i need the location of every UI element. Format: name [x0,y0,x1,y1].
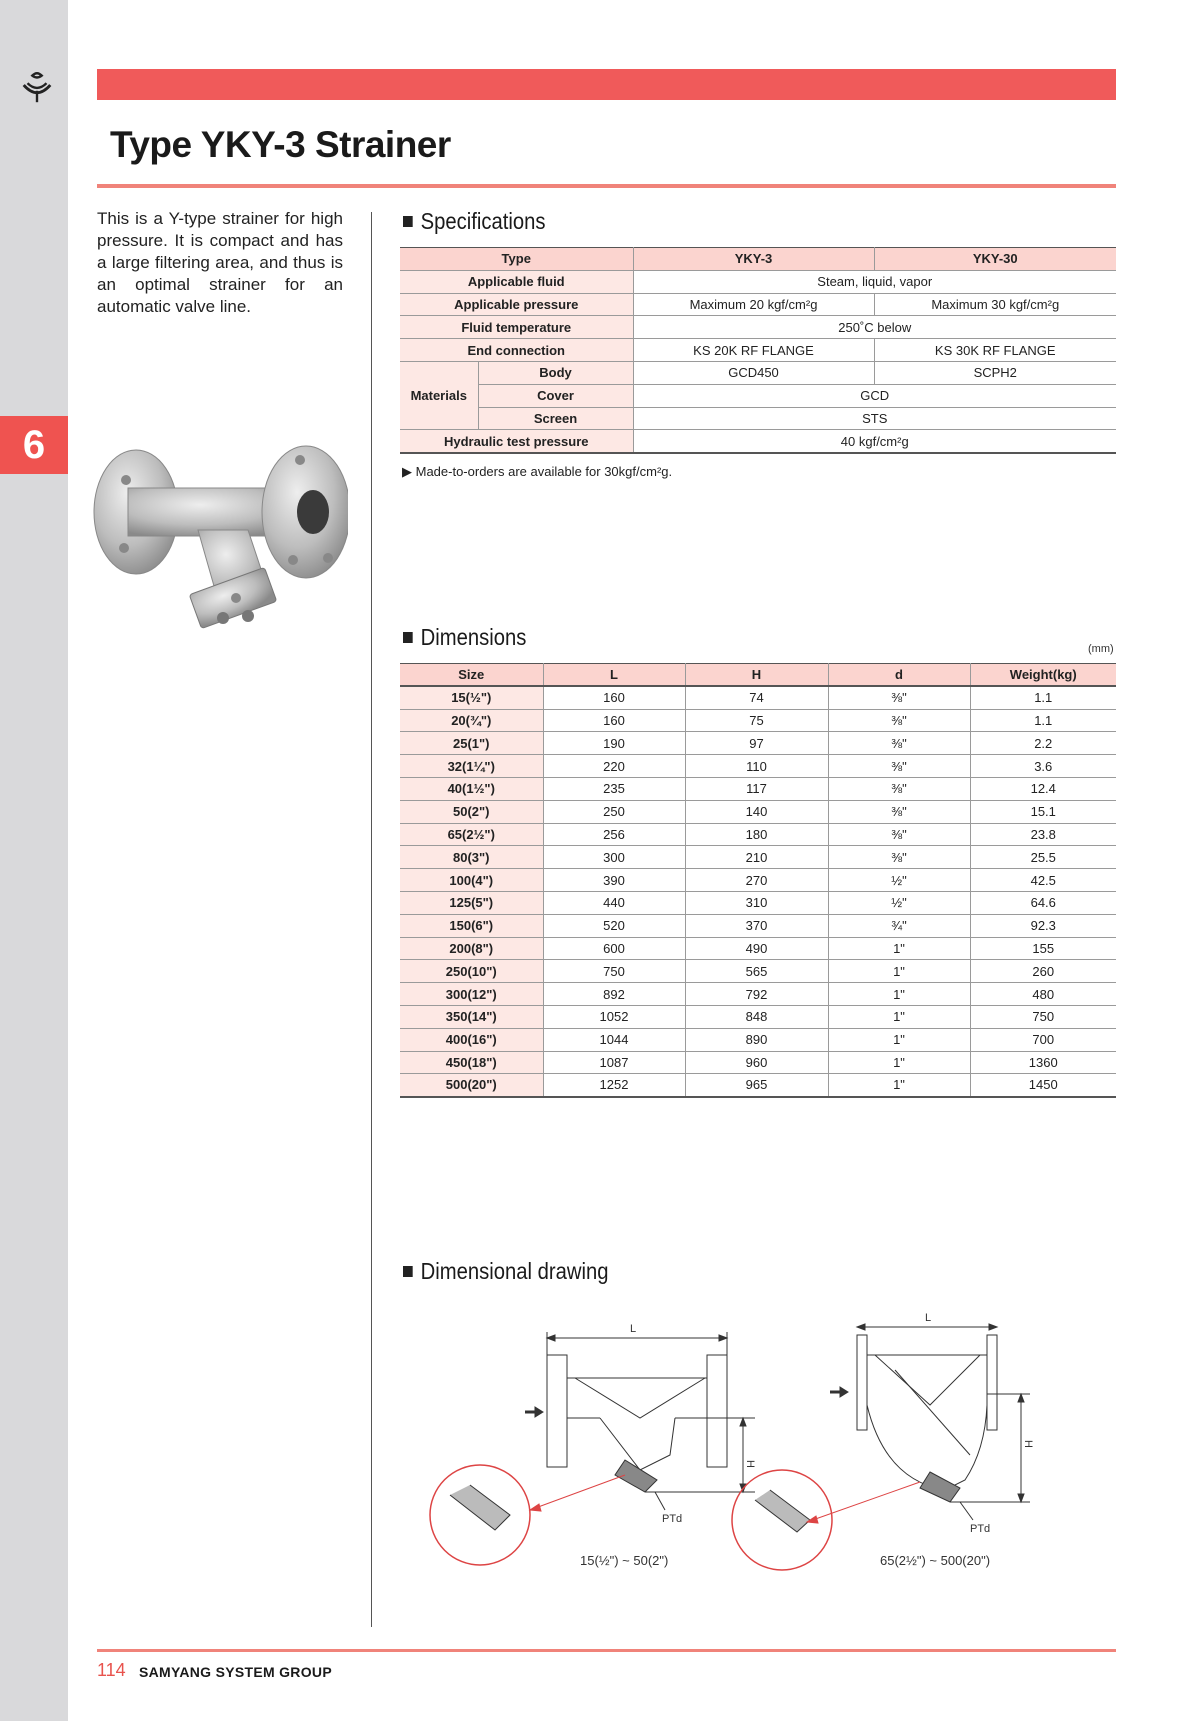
table-cell: 1" [828,983,970,1006]
company-name: SAMYANG SYSTEM GROUP [139,1664,332,1680]
table-row [400,869,1116,892]
table-cell: 15(½") [400,686,543,709]
table-row [400,755,1116,778]
table-cell: 390 [543,869,685,892]
page-number: 114 [97,1660,126,1680]
table-row [400,960,1116,983]
table-cell: 370 [685,914,828,937]
spec-header-row: Type YKY-3 YKY-30 [400,248,1116,271]
dimensions-table [400,663,1116,1098]
table-row [400,686,1116,709]
dim-h-large: H [1022,1440,1034,1448]
table-cell: 200(8") [400,937,543,960]
table-cell: ½" [828,891,970,914]
spec-row-body: Materials Body GCD450 SCPH2 [400,361,1116,384]
table-cell: ⅜" [828,800,970,823]
dimensional-drawing [425,1310,1105,1575]
drawing-heading: Dimensional drawing [403,1258,608,1285]
table-cell: ⅜" [828,686,970,709]
dims-header-cell: H [685,664,828,687]
table-cell: 12.4 [970,777,1116,800]
table-cell: 1450 [970,1074,1116,1097]
table-cell: ⅜" [828,846,970,869]
table-cell: 20(¾") [400,709,543,732]
table-cell: 400(16") [400,1028,543,1051]
table-cell: ¾" [828,914,970,937]
table-cell: 25(1") [400,732,543,755]
table-cell: 92.3 [970,914,1116,937]
table-cell: 25.5 [970,846,1116,869]
table-cell: 1" [828,937,970,960]
ptd-small: PTd [662,1513,683,1525]
spec-row-hydraulic: Hydraulic test pressure 40 kgf/cm²g [400,430,1116,453]
table-cell: ⅜" [828,732,970,755]
ptd-large: PTd [970,1523,991,1535]
table-row [400,914,1116,937]
table-cell: 180 [685,823,828,846]
table-cell: 1052 [543,1005,685,1028]
table-cell: 250(10") [400,960,543,983]
table-cell: ⅜" [828,823,970,846]
dims-header-cell: Weight(kg) [970,664,1116,687]
table-cell: 1" [828,1051,970,1074]
spec-row-screen: Screen STS [400,407,1116,430]
table-cell: 792 [685,983,828,1006]
table-cell: 50(2") [400,800,543,823]
table-cell: 1360 [970,1051,1116,1074]
table-cell: 150(6") [400,914,543,937]
table-row [400,983,1116,1006]
table-row [400,846,1116,869]
table-cell: 74 [685,686,828,709]
dimensions-heading: Dimensions [403,624,526,651]
table-cell: 1044 [543,1028,685,1051]
table-cell: 140 [685,800,828,823]
table-row [400,800,1116,823]
table-cell: 300 [543,846,685,869]
page-title: Type YKY-3 Strainer [110,124,451,165]
table-cell: 32(1¼") [400,755,543,778]
table-cell: 2.2 [970,732,1116,755]
table-cell: 42.5 [970,869,1116,892]
table-cell: ⅜" [828,755,970,778]
table-row [400,1051,1116,1074]
table-cell: 892 [543,983,685,1006]
table-cell: 1.1 [970,686,1116,709]
spec-row-temperature: Fluid temperature 250˚C below [400,316,1116,339]
table-cell: 160 [543,709,685,732]
table-cell: 155 [970,937,1116,960]
table-cell: 40(1½") [400,777,543,800]
table-row [400,709,1116,732]
table-cell: 23.8 [970,823,1116,846]
dim-l-large: L [925,1312,932,1324]
table-cell: 15.1 [970,800,1116,823]
table-cell: 600 [543,937,685,960]
table-cell: 110 [685,755,828,778]
table-cell: 97 [685,732,828,755]
table-cell: ⅜" [828,777,970,800]
made-to-order-note: ▶ Made-to-orders are available for 30kgf/cm²g. [402,464,673,479]
unit-label: (mm) [1088,643,1114,655]
table-cell: 565 [685,960,828,983]
table-cell: 260 [970,960,1116,983]
spec-row-cover: Cover GCD [400,384,1116,407]
table-row [400,777,1116,800]
specifications-heading: Specifications [403,208,545,235]
table-cell: 500(20") [400,1074,543,1097]
strainer-photo [88,440,348,640]
header-band [97,69,1116,100]
spec-row-fluid: Applicable fluid Steam, liquid, vapor [400,270,1116,293]
table-cell: 125(5") [400,891,543,914]
table-cell: 270 [685,869,828,892]
table-cell: 210 [685,846,828,869]
table-cell: 1" [828,1028,970,1051]
table-cell: 310 [685,891,828,914]
table-cell: ½" [828,869,970,892]
table-cell: ⅜" [828,709,970,732]
table-cell: 190 [543,732,685,755]
table-cell: 960 [685,1051,828,1074]
table-cell: 256 [543,823,685,846]
table-cell: 520 [543,914,685,937]
title-rule [97,184,1116,188]
intro-text: This is a Y-type strainer for high pressure. It is compact and has a large filtering area, and thus is an optimal strainer for an automatic valve line. [97,209,343,316]
table-row [400,823,1116,846]
table-cell: 1252 [543,1074,685,1097]
table-cell: 300(12") [400,983,543,1006]
table-cell: 440 [543,891,685,914]
caption-small: 15(½") ~ 50(2") [580,1553,669,1568]
table-cell: 1.1 [970,709,1116,732]
table-cell: 848 [685,1005,828,1028]
table-cell: 1087 [543,1051,685,1074]
table-cell: 890 [685,1028,828,1051]
table-cell: 480 [970,983,1116,1006]
table-cell: 75 [685,709,828,732]
table-cell: 220 [543,755,685,778]
table-row [400,937,1116,960]
table-cell: 965 [685,1074,828,1097]
table-cell: 235 [543,777,685,800]
table-cell: 1" [828,1005,970,1028]
table-cell: 750 [970,1005,1116,1028]
triangle-bullet-icon: ▶ [402,464,416,479]
table-cell: 3.6 [970,755,1116,778]
table-row [400,732,1116,755]
table-cell: 65(2½") [400,823,543,846]
dims-header-cell: d [828,664,970,687]
caption-large: 65(2½") ~ 500(20") [880,1553,991,1568]
table-cell: 700 [970,1028,1116,1051]
table-cell: 250 [543,800,685,823]
spec-row-pressure: Applicable pressure Maximum 20 kgf/cm²g Maximum 30 kgf/cm²g [400,293,1116,316]
chapter-tab: 6 [0,416,68,474]
sidebar [0,0,68,1721]
table-cell: 117 [685,777,828,800]
drawing-small-model [430,1323,756,1568]
dims-header-row [400,664,1116,687]
table-row [400,1005,1116,1028]
company-logo-icon [18,68,56,106]
table-row [400,1028,1116,1051]
table-cell: 1" [828,1074,970,1097]
table-row [400,891,1116,914]
drawing-large-model [732,1312,1034,1570]
specifications-table [400,247,1116,454]
table-cell: 350(14") [400,1005,543,1028]
table-cell: 80(3") [400,846,543,869]
table-cell: 450(18") [400,1051,543,1074]
table-cell: 64.6 [970,891,1116,914]
column-divider [371,212,372,1627]
dim-l-small: L [630,1323,637,1335]
table-row [400,1074,1116,1097]
footer-rule [97,1649,1116,1652]
spec-row-end-connection: End connection KS 20K RF FLANGE KS 30K RF FLANGE [400,339,1116,362]
dim-h-small: H [744,1460,756,1468]
table-cell: 160 [543,686,685,709]
table-cell: 100(4") [400,869,543,892]
dims-header-cell: L [543,664,685,687]
table-cell: 1" [828,960,970,983]
table-cell: 490 [685,937,828,960]
dims-header-cell: Size [400,664,543,687]
table-cell: 750 [543,960,685,983]
